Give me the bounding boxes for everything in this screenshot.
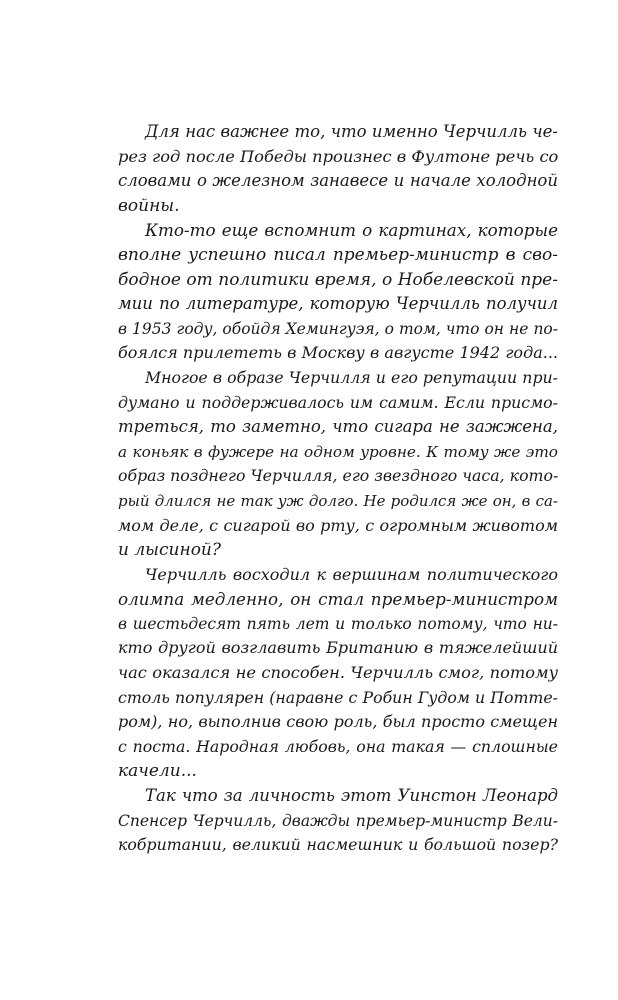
paragraph — [118, 218, 558, 366]
paragraph — [118, 366, 558, 563]
text-line: столь популярен (наравне с Робин Гудом и Потте- — [118, 687, 558, 707]
text-line: час оказался не способен. Черчилль смог, потому — [118, 663, 558, 683]
text-line: Для нас важнее то, что именно Черчилль че- — [145, 122, 558, 141]
text-line: и лысиной? — [118, 540, 221, 561]
text-line: образ позднего Черчилля, его звездного часа, кото- — [118, 466, 559, 486]
text-line: мом деле, с сигарой во рту, с огромным животом — [118, 515, 558, 535]
text-line: рый длился не так уж долго. Не родился же он, в са- — [118, 491, 558, 510]
text-line: Спенсер Черчилль, дважды премьер-министр Вели- — [118, 811, 558, 830]
text-line: с поста. Народная любовь, она такая — сплошные — [118, 736, 558, 756]
text-line: Многое в образе Черчилля и его репутации при- — [145, 367, 558, 387]
text-line: а коньяк в фужере на одном уровне. К тому же это — [118, 442, 558, 461]
text-line: Кто-то еще вспомнит о картинах, которые — [145, 220, 558, 241]
text-line: треться, то заметно, что сигара не зажжена, — [118, 417, 558, 437]
text-line: Так что за личность этот Уинстон Леонард — [145, 786, 558, 806]
text-line: кобритании, великий насмешник и большой позер? — [118, 835, 558, 855]
text-line: качели... — [118, 761, 197, 782]
text-line: словами о железном занавесе и начале холодной — [118, 171, 558, 191]
text-line: мии по литературе, которую Черчилль получил — [118, 294, 558, 314]
text-line: ром), но, выполнив свою роль, был просто смещен — [118, 712, 558, 732]
text-line: рез год после Победы произнес в Фултоне речь со — [118, 146, 559, 166]
body-text — [118, 120, 558, 858]
text-line: в 1953 году, обойдя Хемингуэя, о том, что он не по- — [118, 319, 558, 338]
paragraph — [118, 120, 558, 218]
text-line: боялся прилететь в Москву в августе 1942 года... — [118, 343, 558, 363]
text-line: Черчилль восходил к вершинам политического — [145, 564, 558, 584]
paragraph — [118, 784, 558, 858]
text-line: бодное от политики время, о Нобелевской пре- — [118, 269, 558, 290]
paragraph — [118, 563, 558, 784]
text-line: вполне успешно писал премьер-министр в сво- — [118, 244, 558, 265]
text-line: олимпа медленно, он стал премьер-министром — [118, 589, 558, 610]
text-line: в шестьдесят пять лет и только потому, что ни- — [118, 614, 558, 633]
text-line: кто другой возглавить Британию в тяжелейший — [118, 638, 558, 658]
text-line: войны. — [118, 195, 180, 216]
text-line: думано и поддерживалось им самим. Если присмо- — [118, 392, 558, 412]
